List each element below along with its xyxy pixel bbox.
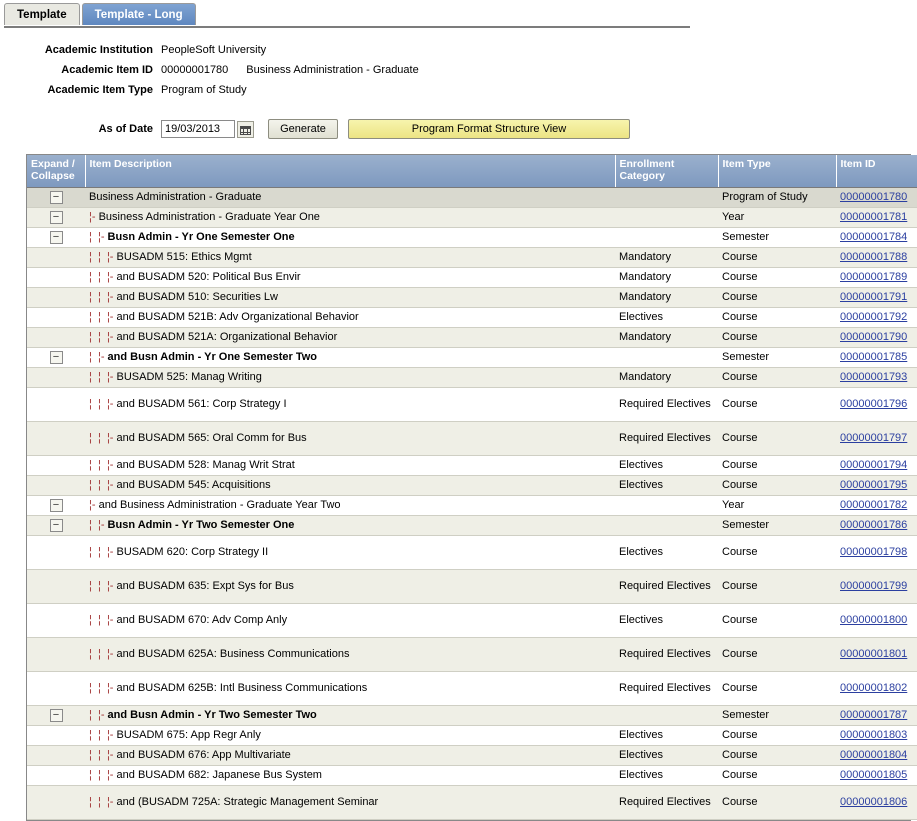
item-id-cell [836, 287, 917, 307]
collapse-icon[interactable]: − [50, 519, 63, 532]
item-id-cell [836, 515, 917, 535]
table-row [27, 785, 917, 819]
tree-connector-icon: ¦ ¦ ¦- [89, 270, 117, 283]
expand-collapse-cell[interactable] [27, 515, 85, 535]
item-type-cell: Course [718, 603, 836, 637]
item-description-text: and BUSADM 561: Corp Strategy I [116, 397, 287, 410]
tree-connector-icon: ¦- [89, 210, 99, 223]
item-description-text: Busn Admin - Yr One Semester One [107, 230, 295, 243]
collapse-icon[interactable]: − [50, 351, 63, 364]
item-id-cell [836, 421, 917, 455]
table-row [27, 287, 917, 307]
item-description-text: and BUSADM 520: Political Bus Envir [116, 270, 301, 283]
column-header-item-type: Item Type [718, 155, 836, 187]
expand-collapse-cell[interactable] [27, 207, 85, 227]
expand-collapse-cell [27, 455, 85, 475]
table-row [27, 515, 917, 535]
table-row [27, 569, 917, 603]
as-of-date-row [26, 119, 917, 139]
expand-collapse-cell [27, 387, 85, 421]
item-description-text: Business Administration - Graduate Year One [98, 210, 320, 223]
item-description-cell [85, 387, 615, 421]
table-row [27, 227, 917, 247]
expand-collapse-cell [27, 287, 85, 307]
item-description-text: and BUSADM 521B: Adv Organizational Behavior [116, 310, 359, 323]
expand-collapse-cell[interactable] [27, 187, 85, 207]
item-description-cell [85, 671, 615, 705]
item-id-link[interactable]: 00000001789 [840, 270, 908, 283]
item-description-cell [85, 347, 615, 367]
tree-connector-icon: ¦ ¦ ¦- [89, 290, 117, 303]
expand-collapse-cell [27, 535, 85, 569]
expand-collapse-cell [27, 785, 85, 819]
item-id-cell [836, 187, 917, 207]
item-type-cell: Year [718, 495, 836, 515]
item-description-text: BUSADM 620: Corp Strategy II [116, 545, 269, 558]
item-description-cell [85, 725, 615, 745]
item-type-cell: Semester [718, 347, 836, 367]
item-id-link[interactable]: 00000001803 [840, 728, 908, 741]
item-id-link[interactable]: 00000001805 [840, 768, 908, 781]
item-id-cell [836, 247, 917, 267]
item-description-cell [85, 495, 615, 515]
item-id-cell [836, 725, 917, 745]
tree-connector-icon: ¦ ¦ ¦- [89, 310, 117, 323]
enrollment-category-cell [615, 187, 718, 207]
item-id-link[interactable]: 00000001781 [840, 210, 908, 223]
item-id-link[interactable]: 00000001790 [840, 330, 908, 343]
item-description-cell [85, 421, 615, 455]
expand-collapse-cell [27, 267, 85, 287]
item-description-text: and BUSADM 676: App Multivariate [116, 748, 291, 761]
enrollment-category-cell: Mandatory [615, 287, 718, 307]
expand-collapse-cell [27, 671, 85, 705]
generate-button[interactable]: Generate [268, 119, 338, 139]
tree-connector-icon: ¦ ¦ ¦- [89, 795, 117, 808]
table-header-row [27, 155, 917, 187]
enrollment-category-cell: Mandatory [615, 327, 718, 347]
item-description-cell [85, 603, 615, 637]
collapse-icon[interactable]: − [50, 231, 63, 244]
tree-connector-icon: ¦ ¦ ¦- [89, 728, 117, 741]
table-row [27, 187, 917, 207]
item-description-cell [85, 455, 615, 475]
calendar-icon[interactable] [237, 121, 254, 138]
item-description-cell [85, 515, 615, 535]
enrollment-category-cell [615, 495, 718, 515]
tab-strip-rule [4, 26, 690, 28]
enrollment-category-cell: Mandatory [615, 367, 718, 387]
tree-connector-icon: ¦- [89, 498, 99, 511]
enrollment-category-cell: Required Electives [615, 785, 718, 819]
item-type-cell: Course [718, 569, 836, 603]
enrollment-category-cell: Mandatory [615, 267, 718, 287]
expand-collapse-cell [27, 307, 85, 327]
column-header-enrollment-category: Enrollment Category [615, 155, 718, 187]
tree-connector-icon: ¦ ¦ ¦- [89, 330, 117, 343]
header-row-item-type [26, 84, 917, 101]
tree-connector-icon: ¦ ¦ ¦- [89, 545, 117, 558]
item-type-cell: Course [718, 287, 836, 307]
table-row [27, 637, 917, 671]
item-description-cell [85, 267, 615, 287]
item-id-cell [836, 307, 917, 327]
item-description-text: BUSADM 675: App Regr Anly [116, 728, 261, 741]
item-id-link[interactable]: 00000001785 [840, 350, 908, 363]
table-row [27, 307, 917, 327]
expand-collapse-cell [27, 327, 85, 347]
table-row [27, 421, 917, 455]
enrollment-category-cell: Required Electives [615, 569, 718, 603]
table-row [27, 387, 917, 421]
value-academic-institution: PeopleSoft University [161, 44, 267, 56]
item-type-cell: Course [718, 367, 836, 387]
enrollment-category-cell: Electives [615, 455, 718, 475]
item-id-link[interactable]: 00000001799 [840, 579, 908, 592]
tree-connector-icon: ¦ ¦- [89, 708, 108, 721]
value-academic-item-type: Program of Study [161, 84, 247, 96]
item-type-cell: Course [718, 475, 836, 495]
program-format-structure-view-button[interactable]: Program Format Structure View [348, 119, 630, 139]
item-description-cell [85, 785, 615, 819]
item-id-cell [836, 671, 917, 705]
enrollment-category-cell: Electives [615, 475, 718, 495]
expand-collapse-cell[interactable] [27, 705, 85, 725]
item-description-text: and BUSADM 635: Expt Sys for Bus [116, 579, 294, 592]
item-id-cell [836, 569, 917, 603]
enrollment-category-cell: Electives [615, 603, 718, 637]
table-row [27, 267, 917, 287]
item-description-cell [85, 287, 615, 307]
expand-collapse-cell [27, 421, 85, 455]
collapse-icon[interactable]: − [50, 499, 63, 512]
enrollment-category-cell: Electives [615, 535, 718, 569]
expand-collapse-cell [27, 569, 85, 603]
item-type-cell: Course [718, 421, 836, 455]
item-id-cell [836, 267, 917, 287]
item-id-link[interactable]: 00000001792 [840, 310, 908, 323]
expand-collapse-cell [27, 367, 85, 387]
enrollment-category-cell: Required Electives [615, 671, 718, 705]
table-body [27, 187, 917, 819]
tree-connector-icon: ¦ ¦ ¦- [89, 681, 117, 694]
item-id-link[interactable]: 00000001788 [840, 250, 908, 263]
expand-collapse-cell [27, 745, 85, 765]
item-type-cell: Course [718, 535, 836, 569]
item-description-cell [85, 569, 615, 603]
item-id-link[interactable]: 00000001800 [840, 613, 908, 626]
tree-connector-icon: ¦ ¦ ¦- [89, 478, 117, 491]
item-description-text: and BUSADM 682: Japanese Bus System [116, 768, 322, 781]
tree-connector-icon: ¦ ¦- [89, 230, 108, 243]
column-header-item-id: Item ID [836, 155, 917, 187]
tree-connector-icon: ¦ ¦ ¦- [89, 431, 117, 444]
program-structure-grid [26, 154, 911, 821]
column-header-item-description: Item Description [85, 155, 615, 187]
table-row [27, 725, 917, 745]
table-row [27, 671, 917, 705]
item-type-cell: Course [718, 327, 836, 347]
as-of-date-input[interactable] [161, 120, 235, 138]
item-description-text: Busn Admin - Yr Two Semester One [107, 518, 295, 531]
item-type-cell: Semester [718, 705, 836, 725]
item-description-cell [85, 307, 615, 327]
tree-connector-icon: ¦ ¦ ¦- [89, 397, 117, 410]
item-type-cell: Course [718, 785, 836, 819]
item-id-cell [836, 785, 917, 819]
table-row [27, 603, 917, 637]
item-description-text: and BUSADM 510: Securities Lw [116, 290, 278, 303]
item-description-text: and BUSADM 545: Acquisitions [116, 478, 271, 491]
item-type-cell: Course [718, 637, 836, 671]
item-id-cell [836, 455, 917, 475]
item-description-cell [85, 187, 615, 207]
item-type-cell: Course [718, 455, 836, 475]
item-type-cell: Semester [718, 227, 836, 247]
item-id-cell [836, 705, 917, 725]
tab-template[interactable]: Template [4, 3, 80, 25]
table-row [27, 705, 917, 725]
item-type-cell: Course [718, 765, 836, 785]
table-row [27, 495, 917, 515]
tree-connector-icon: ¦ ¦ ¦- [89, 579, 117, 592]
expand-collapse-cell [27, 247, 85, 267]
header-fields [26, 44, 917, 101]
item-type-cell: Course [718, 387, 836, 421]
tab-template-long[interactable]: Template - Long [82, 3, 196, 25]
table-row [27, 347, 917, 367]
table-row [27, 207, 917, 227]
item-id-link[interactable]: 00000001798 [840, 545, 908, 558]
enrollment-category-cell: Electives [615, 745, 718, 765]
value-academic-item-id: 00000001780 [161, 64, 229, 76]
value-academic-item-id-description: Business Administration - Graduate [246, 64, 419, 76]
item-type-cell: Course [718, 745, 836, 765]
item-type-cell: Course [718, 725, 836, 745]
table-row [27, 535, 917, 569]
item-id-cell [836, 745, 917, 765]
table-row [27, 367, 917, 387]
enrollment-category-cell: Required Electives [615, 637, 718, 671]
item-id-link[interactable]: 00000001794 [840, 458, 908, 471]
item-description-cell [85, 705, 615, 725]
item-id-link[interactable]: 00000001787 [840, 708, 908, 721]
item-id-cell [836, 535, 917, 569]
item-description-cell [85, 327, 615, 347]
item-id-link[interactable]: 00000001806 [840, 795, 908, 808]
label-as-of-date: As of Date [98, 123, 153, 135]
item-description-text: and BUSADM 565: Oral Comm for Bus [116, 431, 307, 444]
item-description-cell [85, 207, 615, 227]
item-description-text: and (BUSADM 725A: Strategic Management Seminar [116, 795, 379, 808]
table-row [27, 327, 917, 347]
tree-connector-icon: ¦ ¦- [89, 350, 108, 363]
expand-collapse-cell[interactable] [27, 227, 85, 247]
tree-connector-icon: ¦ ¦ ¦- [89, 613, 117, 626]
collapse-icon[interactable]: − [50, 211, 63, 224]
program-structure-table [27, 155, 917, 820]
item-id-cell [836, 347, 917, 367]
expand-collapse-cell [27, 475, 85, 495]
item-description-cell [85, 475, 615, 495]
item-id-link[interactable]: 00000001786 [840, 518, 908, 531]
item-id-link[interactable]: 00000001795 [840, 478, 908, 491]
item-id-link[interactable]: 00000001797 [840, 431, 908, 444]
expand-collapse-cell [27, 637, 85, 671]
item-id-link[interactable]: 00000001793 [840, 370, 908, 383]
item-description-text: and Busn Admin - Yr One Semester Two [107, 350, 317, 363]
tree-connector-icon: ¦ ¦- [89, 518, 108, 531]
enrollment-category-cell: Electives [615, 725, 718, 745]
label-academic-item-id: Academic Item ID [61, 64, 153, 76]
collapse-icon[interactable]: − [50, 191, 63, 204]
expand-collapse-cell [27, 725, 85, 745]
table-row [27, 765, 917, 785]
enrollment-category-cell [615, 705, 718, 725]
column-header-expand-collapse: Expand / Collapse [27, 155, 85, 187]
item-id-cell [836, 227, 917, 247]
item-id-cell [836, 387, 917, 421]
expand-collapse-cell [27, 765, 85, 785]
item-type-cell: Course [718, 671, 836, 705]
item-id-link[interactable]: 00000001784 [840, 230, 908, 243]
item-id-cell [836, 603, 917, 637]
tree-connector-icon: ¦ ¦ ¦- [89, 250, 117, 263]
item-description-text: and BUSADM 528: Manag Writ Strat [116, 458, 295, 471]
item-description-cell [85, 247, 615, 267]
item-id-cell [836, 495, 917, 515]
enrollment-category-cell: Required Electives [615, 421, 718, 455]
item-description-text: Business Administration - Graduate [89, 190, 262, 203]
item-type-cell: Program of Study [718, 187, 836, 207]
enrollment-category-cell: Mandatory [615, 247, 718, 267]
tree-connector-icon: ¦ ¦ ¦- [89, 748, 117, 761]
item-type-cell: Course [718, 307, 836, 327]
enrollment-category-cell [615, 207, 718, 227]
expand-collapse-cell [27, 603, 85, 637]
item-type-cell: Semester [718, 515, 836, 535]
item-id-cell [836, 367, 917, 387]
tree-connector-icon: ¦ ¦ ¦- [89, 768, 117, 781]
item-description-cell [85, 745, 615, 765]
label-academic-institution: Academic Institution [44, 44, 153, 56]
item-id-link[interactable]: 00000001796 [840, 397, 908, 410]
item-description-text: BUSADM 515: Ethics Mgmt [116, 250, 252, 263]
tree-connector-icon: ¦ ¦ ¦- [89, 647, 117, 660]
collapse-icon[interactable]: − [50, 709, 63, 722]
expand-collapse-cell[interactable] [27, 495, 85, 515]
table-row [27, 475, 917, 495]
item-id-link[interactable]: 00000001780 [840, 190, 908, 203]
item-description-cell [85, 367, 615, 387]
enrollment-category-cell [615, 515, 718, 535]
item-description-text: and BUSADM 670: Adv Comp Anly [116, 613, 288, 626]
item-description-cell [85, 765, 615, 785]
item-description-text: and BUSADM 625B: Intl Business Communications [116, 681, 368, 694]
tab-strip [0, 0, 917, 28]
item-description-text: and Busn Admin - Yr Two Semester Two [107, 708, 317, 721]
item-id-cell [836, 765, 917, 785]
expand-collapse-cell[interactable] [27, 347, 85, 367]
enrollment-category-cell [615, 347, 718, 367]
item-id-cell [836, 327, 917, 347]
label-academic-item-type: Academic Item Type [47, 84, 153, 96]
enrollment-category-cell [615, 227, 718, 247]
item-id-cell [836, 637, 917, 671]
item-type-cell: Course [718, 247, 836, 267]
item-id-link[interactable]: 00000001791 [840, 290, 908, 303]
tree-connector-icon: ¦ ¦ ¦- [89, 458, 117, 471]
item-description-cell [85, 227, 615, 247]
enrollment-category-cell: Electives [615, 765, 718, 785]
item-id-link[interactable]: 00000001782 [840, 498, 908, 511]
enrollment-category-cell: Required Electives [615, 387, 718, 421]
item-description-text: BUSADM 525: Manag Writing [116, 370, 262, 383]
item-description-text: and Business Administration - Graduate Year Two [98, 498, 341, 511]
item-type-cell: Course [718, 267, 836, 287]
item-id-link[interactable]: 00000001801 [840, 647, 908, 660]
table-row [27, 455, 917, 475]
item-description-text: and BUSADM 521A: Organizational Behavior [116, 330, 338, 343]
header-row-item-id [26, 64, 917, 81]
table-row [27, 247, 917, 267]
item-id-cell [836, 475, 917, 495]
enrollment-category-cell: Electives [615, 307, 718, 327]
table-row [27, 745, 917, 765]
tree-connector-icon: ¦ ¦ ¦- [89, 370, 117, 383]
item-id-link[interactable]: 00000001804 [840, 748, 908, 761]
item-id-link[interactable]: 00000001802 [840, 681, 908, 694]
header-row-institution [26, 44, 917, 61]
item-id-cell [836, 207, 917, 227]
item-description-text: and BUSADM 625A: Business Communications [116, 647, 350, 660]
item-description-cell [85, 535, 615, 569]
item-description-cell [85, 637, 615, 671]
item-type-cell: Year [718, 207, 836, 227]
